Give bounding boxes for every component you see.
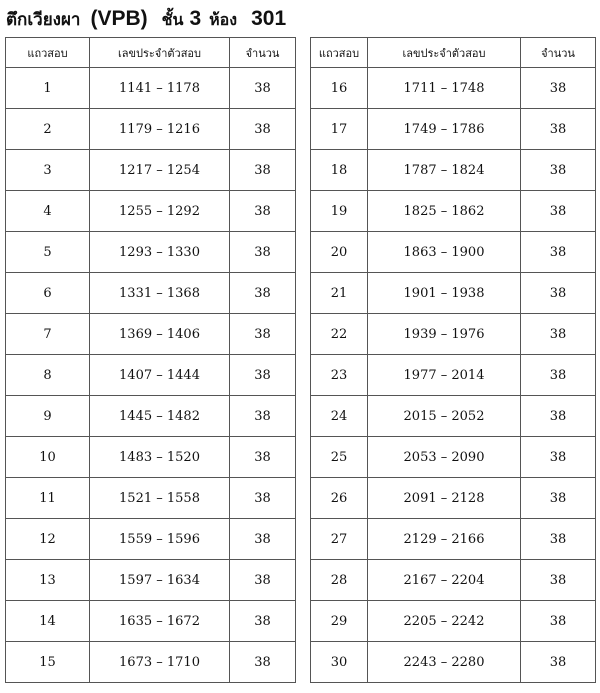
id-range-cell: 1977 – 2014 xyxy=(368,355,521,396)
row-number-cell: 24 xyxy=(311,396,368,437)
count-cell: 38 xyxy=(521,68,596,109)
count-cell: 38 xyxy=(230,191,296,232)
count-cell: 38 xyxy=(521,437,596,478)
title-room-label: ห้อง xyxy=(209,12,238,29)
row-number-cell: 29 xyxy=(311,601,368,642)
id-range-cell: 1673 – 1710 xyxy=(90,642,230,683)
count-cell: 38 xyxy=(230,519,296,560)
title-building: ตึกเวียงผา xyxy=(6,10,81,29)
count-cell: 38 xyxy=(521,396,596,437)
row-number-cell: 13 xyxy=(6,560,90,601)
id-range-cell: 1825 – 1862 xyxy=(368,191,521,232)
table-row xyxy=(6,437,296,478)
row-number-cell: 8 xyxy=(6,355,90,396)
table-row xyxy=(311,519,596,560)
table-row xyxy=(311,191,596,232)
row-number-cell: 17 xyxy=(311,109,368,150)
row-number-cell: 18 xyxy=(311,150,368,191)
table-row xyxy=(6,396,296,437)
id-range-cell: 2129 – 2166 xyxy=(368,519,521,560)
row-number-cell: 25 xyxy=(311,437,368,478)
count-cell: 38 xyxy=(521,519,596,560)
count-cell: 38 xyxy=(230,437,296,478)
id-range-cell: 1521 – 1558 xyxy=(90,478,230,519)
count-cell: 38 xyxy=(521,232,596,273)
count-cell: 38 xyxy=(230,232,296,273)
table-row xyxy=(6,601,296,642)
table-row xyxy=(6,68,296,109)
table-row xyxy=(311,232,596,273)
id-range-cell: 1863 – 1900 xyxy=(368,232,521,273)
table-row xyxy=(311,109,596,150)
count-cell: 38 xyxy=(521,478,596,519)
count-cell: 38 xyxy=(230,109,296,150)
table-row xyxy=(311,437,596,478)
table-header-row xyxy=(311,38,596,68)
row-number-cell: 22 xyxy=(311,314,368,355)
id-range-cell: 1597 – 1634 xyxy=(90,560,230,601)
table-row xyxy=(311,642,596,683)
count-cell: 38 xyxy=(230,355,296,396)
table-row xyxy=(311,150,596,191)
table-row xyxy=(311,314,596,355)
title-building-code: (VPB) xyxy=(90,7,148,30)
col-header-count: จำนวน xyxy=(521,38,596,68)
row-number-cell: 27 xyxy=(311,519,368,560)
table-row xyxy=(6,519,296,560)
id-range-cell: 1635 – 1672 xyxy=(90,601,230,642)
id-range-cell: 1369 – 1406 xyxy=(90,314,230,355)
row-number-cell: 19 xyxy=(311,191,368,232)
id-range-cell: 1331 – 1368 xyxy=(90,273,230,314)
table-row xyxy=(311,560,596,601)
table-row xyxy=(6,642,296,683)
count-cell: 38 xyxy=(230,642,296,683)
count-cell: 38 xyxy=(521,150,596,191)
id-range-cell: 1559 – 1596 xyxy=(90,519,230,560)
table-row xyxy=(6,191,296,232)
row-number-cell: 12 xyxy=(6,519,90,560)
table-row xyxy=(6,355,296,396)
count-cell: 38 xyxy=(521,642,596,683)
page-title xyxy=(6,6,286,32)
col-header-row: แถวสอบ xyxy=(6,38,90,68)
count-cell: 38 xyxy=(230,560,296,601)
table-row xyxy=(311,273,596,314)
count-cell: 38 xyxy=(521,314,596,355)
row-number-cell: 16 xyxy=(311,68,368,109)
row-number-cell: 23 xyxy=(311,355,368,396)
table-row xyxy=(311,478,596,519)
row-number-cell: 21 xyxy=(311,273,368,314)
table-row xyxy=(6,273,296,314)
seating-table-left xyxy=(5,37,296,683)
id-range-cell: 1483 – 1520 xyxy=(90,437,230,478)
id-range-cell: 1407 – 1444 xyxy=(90,355,230,396)
row-number-cell: 3 xyxy=(6,150,90,191)
table-row xyxy=(6,150,296,191)
title-floor-number: 3 xyxy=(189,7,202,30)
id-range-cell: 2243 – 2280 xyxy=(368,642,521,683)
row-number-cell: 14 xyxy=(6,601,90,642)
col-header-count: จำนวน xyxy=(230,38,296,68)
count-cell: 38 xyxy=(521,355,596,396)
id-range-cell: 1445 – 1482 xyxy=(90,396,230,437)
id-range-cell: 2205 – 2242 xyxy=(368,601,521,642)
count-cell: 38 xyxy=(521,273,596,314)
table-row xyxy=(6,109,296,150)
count-cell: 38 xyxy=(230,478,296,519)
seating-table-right xyxy=(310,37,596,683)
id-range-cell: 2167 – 2204 xyxy=(368,560,521,601)
row-number-cell: 4 xyxy=(6,191,90,232)
table-row xyxy=(311,68,596,109)
row-number-cell: 26 xyxy=(311,478,368,519)
id-range-cell: 1293 – 1330 xyxy=(90,232,230,273)
id-range-cell: 1939 – 1976 xyxy=(368,314,521,355)
count-cell: 38 xyxy=(230,601,296,642)
id-range-cell: 1255 – 1292 xyxy=(90,191,230,232)
table-row xyxy=(6,232,296,273)
row-number-cell: 5 xyxy=(6,232,90,273)
id-range-cell: 1179 – 1216 xyxy=(90,109,230,150)
col-header-row: แถวสอบ xyxy=(311,38,368,68)
id-range-cell: 2091 – 2128 xyxy=(368,478,521,519)
table-row xyxy=(6,478,296,519)
count-cell: 38 xyxy=(230,150,296,191)
count-cell: 38 xyxy=(230,273,296,314)
count-cell: 38 xyxy=(521,191,596,232)
table-row xyxy=(311,396,596,437)
table-row xyxy=(6,314,296,355)
id-range-cell: 1217 – 1254 xyxy=(90,150,230,191)
id-range-cell: 1787 – 1824 xyxy=(368,150,521,191)
title-floor-label: ชั้น xyxy=(161,12,184,29)
row-number-cell: 28 xyxy=(311,560,368,601)
table-row xyxy=(6,560,296,601)
row-number-cell: 30 xyxy=(311,642,368,683)
id-range-cell: 2015 – 2052 xyxy=(368,396,521,437)
id-range-cell: 1711 – 1748 xyxy=(368,68,521,109)
table-header-row xyxy=(6,38,296,68)
title-room-number: 301 xyxy=(251,7,287,30)
row-number-cell: 10 xyxy=(6,437,90,478)
count-cell: 38 xyxy=(230,396,296,437)
row-number-cell: 6 xyxy=(6,273,90,314)
id-range-cell: 1141 – 1178 xyxy=(90,68,230,109)
count-cell: 38 xyxy=(230,314,296,355)
count-cell: 38 xyxy=(230,68,296,109)
row-number-cell: 20 xyxy=(311,232,368,273)
col-header-range: เลขประจำตัวสอบ xyxy=(368,38,521,68)
row-number-cell: 15 xyxy=(6,642,90,683)
count-cell: 38 xyxy=(521,601,596,642)
row-number-cell: 9 xyxy=(6,396,90,437)
row-number-cell: 2 xyxy=(6,109,90,150)
count-cell: 38 xyxy=(521,560,596,601)
id-range-cell: 1749 – 1786 xyxy=(368,109,521,150)
id-range-cell: 1901 – 1938 xyxy=(368,273,521,314)
id-range-cell: 2053 – 2090 xyxy=(368,437,521,478)
row-number-cell: 7 xyxy=(6,314,90,355)
row-number-cell: 1 xyxy=(6,68,90,109)
row-number-cell: 11 xyxy=(6,478,90,519)
count-cell: 38 xyxy=(521,109,596,150)
table-row xyxy=(311,601,596,642)
table-row xyxy=(311,355,596,396)
col-header-range: เลขประจำตัวสอบ xyxy=(90,38,230,68)
